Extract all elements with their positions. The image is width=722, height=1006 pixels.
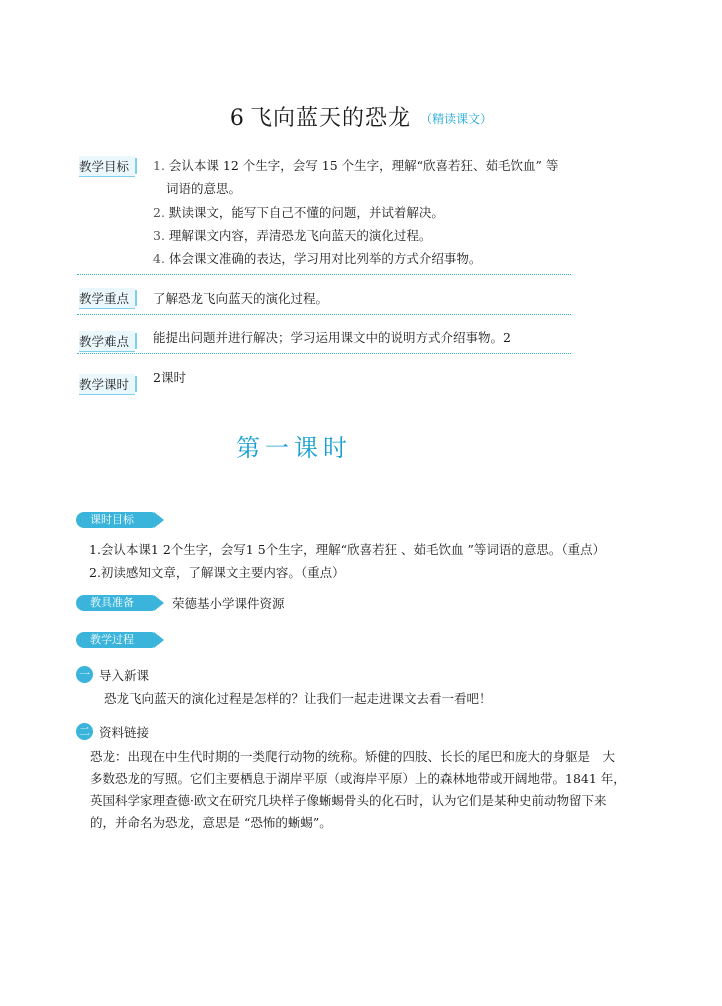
goal-item-2: 2. 默读课文，能写下自己不懂的问题，并试着解决。 (153, 205, 444, 220)
goal-item-1: 1. 会认本课 12 个生字，会写 15 个生字，理解“欣喜若狂、茹毛饮血” 等 (153, 158, 559, 173)
step-title-1: 导入新课 (99, 668, 150, 683)
objective-item-1: 1.会认本课1 2个生字，会写1 5个生字，理解“欣喜若狂 、茹毛饮血 ”等词语的意思。（重点） (89, 542, 606, 557)
goal-item-4: 4. 体会课文准确的表达，学习用对比列举的方式介绍事物。 (153, 251, 482, 266)
hours-text: 2课时 (153, 370, 186, 385)
divider (77, 274, 571, 275)
step-2-line-4: 的，并命名为恐龙，意思是 “恐怖的蜥蜴”。 (90, 815, 332, 830)
process-tag: 教学过程 (76, 632, 154, 648)
step-title-2: 资料链接 (99, 725, 150, 740)
difficulty-text: 能提出问题并进行解决；学习运用课文中的说明方式介绍事物。2 (153, 330, 511, 345)
step-number-1: 一 (76, 666, 93, 683)
lesson-type: （精读课文） (420, 112, 493, 126)
lesson-number: 6 (229, 106, 245, 131)
step-number-2: 二 (76, 723, 93, 740)
step-1-text: 恐龙飞向蓝天的演化过程是怎样的？让我们一起走进课文去看一看吧！ (104, 691, 492, 706)
step-2-line-1: 恐龙：出现在中生代时期的一类爬行动物的统称。矫健的四肢、长长的尾巴和庞大的身躯是 大 (90, 749, 616, 764)
goal-item-3: 3. 理解课文内容，弄清恐龙飞向蓝天的演化过程。 (153, 228, 432, 243)
first-lesson-title: 第一课时 (236, 434, 352, 462)
prep-text: 荣德基小学课件资源 (172, 596, 285, 611)
objectives-tag: 课时目标 (76, 512, 154, 528)
key-points-text: 了解恐龙飞向蓝天的演化过程。 (153, 291, 329, 306)
divider (77, 314, 571, 315)
goal-item-1-cont: 词语的意思。 (166, 181, 242, 196)
step-2-line-2: 多数恐龙的写照。它们主要栖息于湖岸平原（或海岸平原）上的森林地带或开阔地带。1841 年， (90, 771, 626, 786)
step-2-line-3: 英国科学家理查德·欧文在研究几块样子像蜥蜴骨头的化石时，认为它们是某种史前动物留下来 (90, 793, 607, 808)
divider (77, 353, 571, 354)
objective-item-2: 2.初读感知文章，了解课文主要内容。（重点） (89, 565, 345, 580)
hours-label: 教学课时 (79, 374, 135, 395)
prep-tag: 教具准备 (76, 595, 154, 611)
difficulty-label: 教学难点 (79, 331, 135, 352)
lesson-title (0, 101, 722, 132)
lesson-name: 飞向蓝天的恐龙 (249, 106, 411, 131)
goals-label: 教学目标 (79, 156, 135, 177)
key-points-label: 教学重点 (79, 288, 135, 309)
